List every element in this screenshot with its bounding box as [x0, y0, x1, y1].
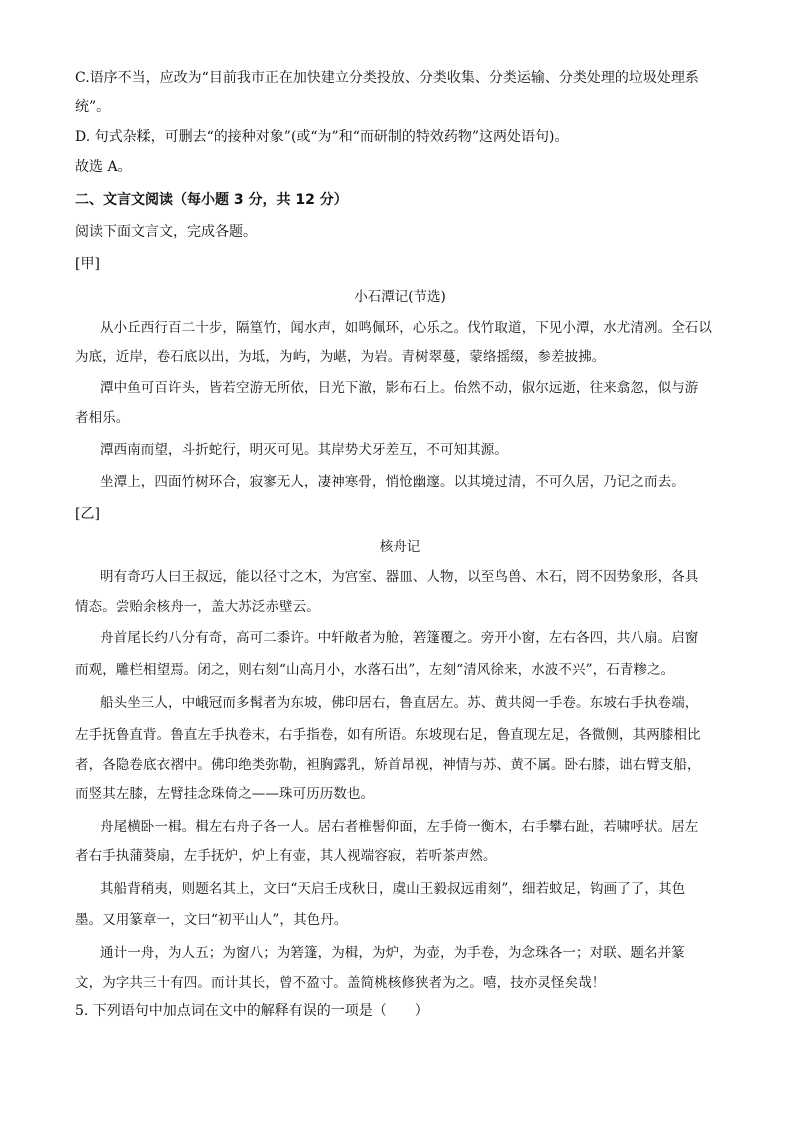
passage2-line10: 者右手执蒲葵扇，左手抚炉，炉上有壶，其人视端容寂，若听茶声然。 [75, 848, 497, 864]
passage1-line1: 从小丘西行百二十步，隔篁竹，闻水声，如鸣佩环，心乐之。伐竹取道，下见小潭，水尤清冽。全石以 [100, 320, 712, 336]
passage2-line1: 明有奇巧人曰王叔远，能以径寸之木，为宫室、器皿、人物，以至鸟兽、木石，罔不因势象形，各具 [100, 569, 699, 585]
passage1-line5: 潭西南而望，斗折蛇行，明灭可见。其岸势犬牙差互，不可知其源。 [100, 442, 508, 458]
passage2-line7: 者，各隐卷底衣褶中。佛印绝类弥勒，袒胸露乳，矫首昂视，神情与苏、黄不属。卧右膝，诎右臂支船， [75, 757, 701, 773]
label-yi: [乙] [75, 506, 100, 522]
passage2-line4: 而观，雕栏相望焉。闭之，则右刻“山高月小，水落石出”，左刻“清风徐来，水波不兴”，石青糁之。 [75, 662, 675, 678]
explanation-c-line1: C.语序不当，应改为“目前我市正在加快建立分类投放、分类收集、分类运输、分类处理的垃圾处理系 [75, 70, 699, 86]
passage2-line3: 舟首尾长约八分有奇，高可二黍许。中轩敞者为舱，箬篷覆之。旁开小窗，左右各四，共八扇。启窗 [100, 630, 699, 646]
question-5: 5. 下列语句中加点词在文中的解释有误的一项是（ ） [75, 1003, 429, 1019]
passage2-line5: 船头坐三人，中峨冠而多髯者为东坡，佛印居右，鲁直居左。苏、黄共阅一手卷。东坡右手执卷端， [100, 695, 699, 711]
passage2-line14: 文，为字共三十有四。而计其长，曾不盈寸。盖简桃核修狭者为之。嘻，技亦灵怪矣哉！ [75, 975, 606, 991]
passage2-line11: 其船背稍夷，则题名其上，文曰“天启壬戌秋日，虞山王毅叔远甫刻”，细若蚊足，钩画了了，其色 [100, 881, 686, 897]
passage2-line9: 舟尾横卧一楫。楫左右舟子各一人。居右者椎髻仰面，左手倚一衡木，右手攀右趾，若啸呼状。居左 [100, 819, 699, 835]
passage2-line6: 左手抚鲁直背。鲁直左手执卷末，右手指卷，如有所语。东坡现右足，鲁直现左足，各微侧，其两膝相比 [75, 727, 701, 743]
section-heading: 二、文言文阅读（每小题 3 分，共 12 分） [75, 192, 348, 208]
passage2-line8: 而竖其左膝，左臂挂念珠倚之——珠可历历数也。 [75, 786, 375, 802]
passage2-line13: 通计一舟，为人五；为窗八；为箬篷，为楫，为炉，为壶，为手卷，为念珠各一；对联、题名并篆 [100, 945, 685, 961]
explanation-c-line2: 统”。 [75, 99, 111, 115]
passage1-line4: 者相乐。 [75, 410, 130, 426]
passage-title-2: 核舟记 [379, 539, 421, 555]
label-jia: [甲] [75, 256, 100, 272]
instruction: 阅读下面文言文，完成各题。 [75, 224, 257, 240]
passage2-line2: 情态。尝贻余核舟一，盖大苏泛赤壁云。 [75, 599, 320, 615]
passage1-line2: 为底，近岸，卷石底以出，为坻，为屿，为嵁，为岩。青树翠蔓，蒙络摇缀，参差披拂。 [75, 349, 606, 365]
passage2-line12: 墨。又用篆章一，文曰“初平山人”，其色丹。 [75, 912, 348, 928]
passage1-line6: 坐潭上，四面竹树环合，寂寥无人，凄神寒骨，悄怆幽邃。以其境过清，不可久居，乃记之而去。 [100, 474, 685, 490]
passage-title-1: 小石潭记(节选) [354, 289, 446, 305]
passage1-line3: 潭中鱼可百许头，皆若空游无所依，日光下澈，影布石上。佁然不动，俶尔远逝，往来翕忽，似与游 [100, 380, 699, 396]
explanation-d: D. 句式杂糅，可删去“的接种对象”(或“为”和“而研制的特效药物”这两处语句)。 [75, 129, 569, 145]
answer-line: 故选 A。 [75, 159, 132, 175]
